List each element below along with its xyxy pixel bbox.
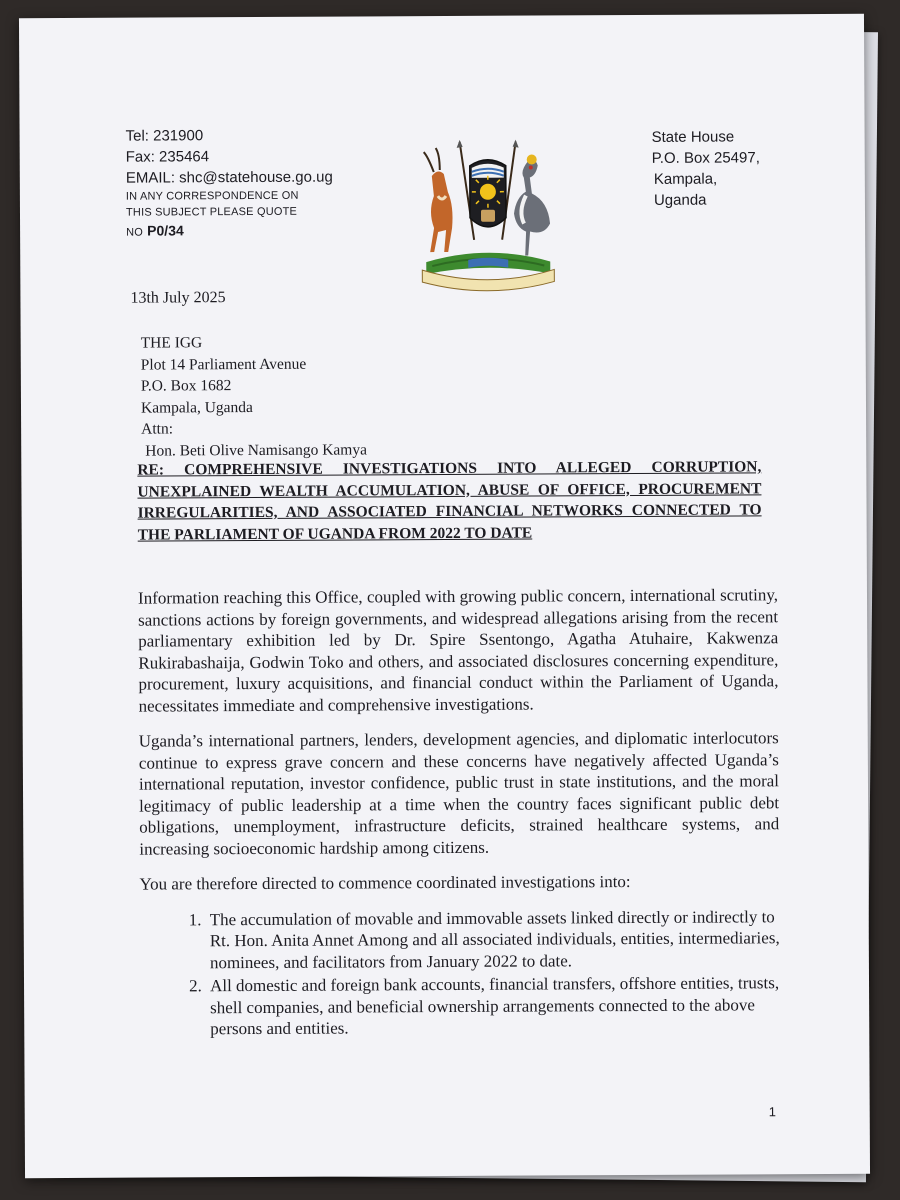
recipient-block [141, 331, 367, 461]
list-item: 2. All domestic and foreign bank accounts, financial transfers, offshore entities, trusts, shell companies, and beneficial ownership arrangements connected to the above persons and entities. [206, 972, 780, 1040]
recipient-line: Kampala, Uganda [140, 398, 253, 417]
contact-block [126, 125, 334, 242]
address-line: Uganda [653, 191, 707, 209]
coat-of-arms-emblem [408, 131, 569, 292]
body-paragraph: Information reaching this Office, coupled with growing public concern, international scrutiny, sanctions actions by foreign governments, and widespread allegations arising from the recent parliamentary exhibition led by Dr. Spire Ssentongo, Agatha Atuhaire, Kakwenza Rukirabashaija, Godwin Toko and others, and associated disclosures concerning expenditure, procurement, luxury acquisitions, and financial conduct within the Parliament of Uganda, necessitates immediate and comprehensive investigations. [137, 585, 779, 716]
state-house-address [652, 126, 761, 211]
email-line: EMAIL: shc@statehouse.go.ug [125, 168, 333, 187]
attention-name: Hon. Beti Olive Namisango Kamya [145, 440, 367, 460]
page-number: 1 [768, 1104, 776, 1120]
letter-date: 13th July 2025 [130, 289, 226, 307]
address-line: P.O. Box 25497, [651, 149, 760, 167]
recipient-line: P.O. Box 1682 [140, 377, 232, 395]
investigation-list [140, 906, 781, 1040]
recipient-line: Attn: [141, 420, 174, 438]
fax-line: Fax: 235464 [125, 148, 210, 166]
body-paragraph: Uganda’s international partners, lenders, development agencies, and diplomatic interlocutors continue to express grave concern and these concerns have negatively affected Uganda’s international reputation, investor confidence, public trust in state institutions, and the moral legitimacy of public leadership at a time when the country faces significant public debt obligations, unemployment, infrastructure deficits, strained healthcare systems, and increasing socioeconomic hardship among citizens. [138, 728, 780, 859]
recipient-line: THE IGG [140, 334, 203, 352]
address-line: Kampala, [653, 170, 718, 188]
reference-line [126, 220, 333, 242]
reference-prefix: NO [126, 226, 144, 239]
reference-number: P0/34 [147, 222, 184, 239]
recipient-line: Plot 14 Parliament Avenue [140, 355, 307, 374]
tel-line: Tel: 231900 [125, 127, 204, 145]
correspondence-note-2: THIS SUBJECT PLEASE QUOTE [125, 205, 298, 219]
letter-page [19, 14, 870, 1178]
subject-heading: RE: COMPREHENSIVE INVESTIGATIONS INTO ALLEGED CORRUPTION, UNEXPLAINED WEALTH ACCUMULATION, ABUSE OF OFFICE, PROCUREMENT IRREGULARITIES, AND ASSOCIATED FINANCIAL NETWORKS CONNECTED TO THE PARLIAMENT OF UGANDA FROM 2022 TO DATE [137, 458, 762, 544]
correspondence-note-1: IN ANY CORRESPONDENCE ON [125, 189, 299, 203]
directive-line: You are therefore directed to commence coordinated investigations into: [139, 872, 631, 894]
list-item: 1. The accumulation of movable and immovable assets linked directly or indirectly to Rt. Hon. Anita Annet Among and all associated individuals, entities, intermediaries, nominees, and facilitators from January 2022 to date. [206, 906, 780, 974]
address-line: State House [651, 128, 735, 146]
letter-body [138, 584, 780, 1042]
